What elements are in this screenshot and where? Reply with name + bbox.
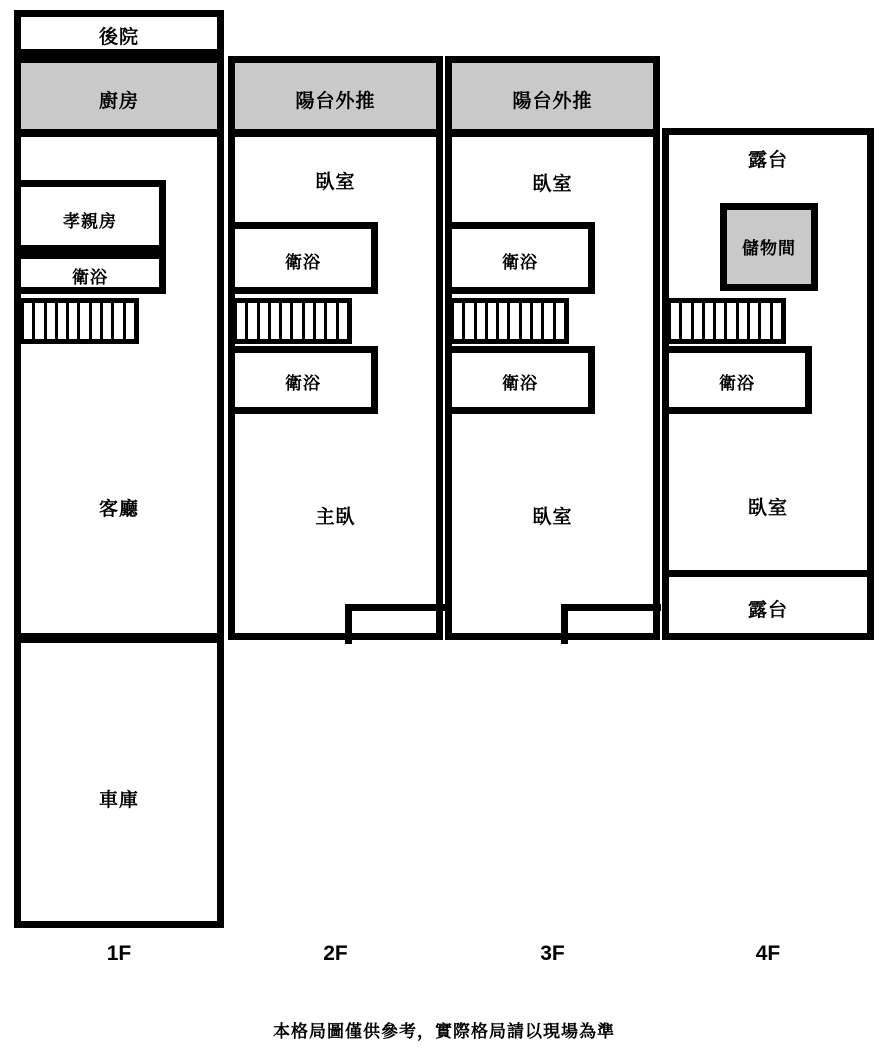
room-label-1f-garage: 車庫 bbox=[98, 790, 139, 811]
room-label-4f-terrace-upper: 露台 bbox=[747, 150, 788, 171]
room-label-4f-storage: 儲物間 bbox=[742, 239, 796, 258]
room-label-2f-balcony: 陽台外推 bbox=[295, 91, 376, 112]
room-label-3f-bath-upper: 衛浴 bbox=[502, 253, 538, 272]
stairs-2f bbox=[232, 298, 352, 344]
room-1f-garage bbox=[14, 636, 224, 928]
room-label-1f-livingroom: 客廳 bbox=[98, 499, 139, 520]
stairs-3f bbox=[449, 298, 569, 344]
room-label-3f-bedroom-upper: 臥室 bbox=[532, 174, 573, 195]
room-label-3f-balcony: 陽台外推 bbox=[512, 91, 593, 112]
stairs-4f bbox=[666, 298, 786, 344]
floor-label-3f: 3F bbox=[540, 942, 565, 965]
wall-3f-notch-bottom bbox=[561, 604, 661, 611]
room-label-1f-bath: 衛浴 bbox=[72, 268, 108, 287]
floor-label-4f: 4F bbox=[755, 942, 781, 965]
room-label-3f-bedroom-lower: 臥室 bbox=[532, 507, 573, 528]
stairs-1f bbox=[19, 298, 139, 344]
room-label-2f-bedroom: 臥室 bbox=[315, 172, 356, 193]
floor-label-1f: 1F bbox=[106, 942, 132, 965]
room-label-2f-master-bedroom: 主臥 bbox=[315, 507, 356, 528]
diagram-footnote: 本格局圖僅供參考，實際格局請以現場為準 bbox=[273, 1022, 615, 1041]
floor-label-2f: 2F bbox=[323, 942, 348, 965]
room-label-2f-bath-lower: 衛浴 bbox=[285, 374, 321, 393]
room-label-4f-bath: 衛浴 bbox=[719, 374, 755, 393]
room-label-2f-bath-upper: 衛浴 bbox=[285, 253, 321, 272]
room-label-1f-backyard: 後院 bbox=[98, 27, 139, 48]
room-label-4f-bedroom: 臥室 bbox=[747, 498, 788, 519]
room-label-1f-elder-room: 孝親房 bbox=[63, 212, 117, 231]
room-label-3f-bath-lower: 衛浴 bbox=[502, 374, 538, 393]
room-label-1f-kitchen: 廚房 bbox=[98, 91, 139, 112]
wall-2f-notch-bottom bbox=[345, 604, 445, 611]
room-label-4f-terrace-lower: 露台 bbox=[747, 600, 788, 621]
